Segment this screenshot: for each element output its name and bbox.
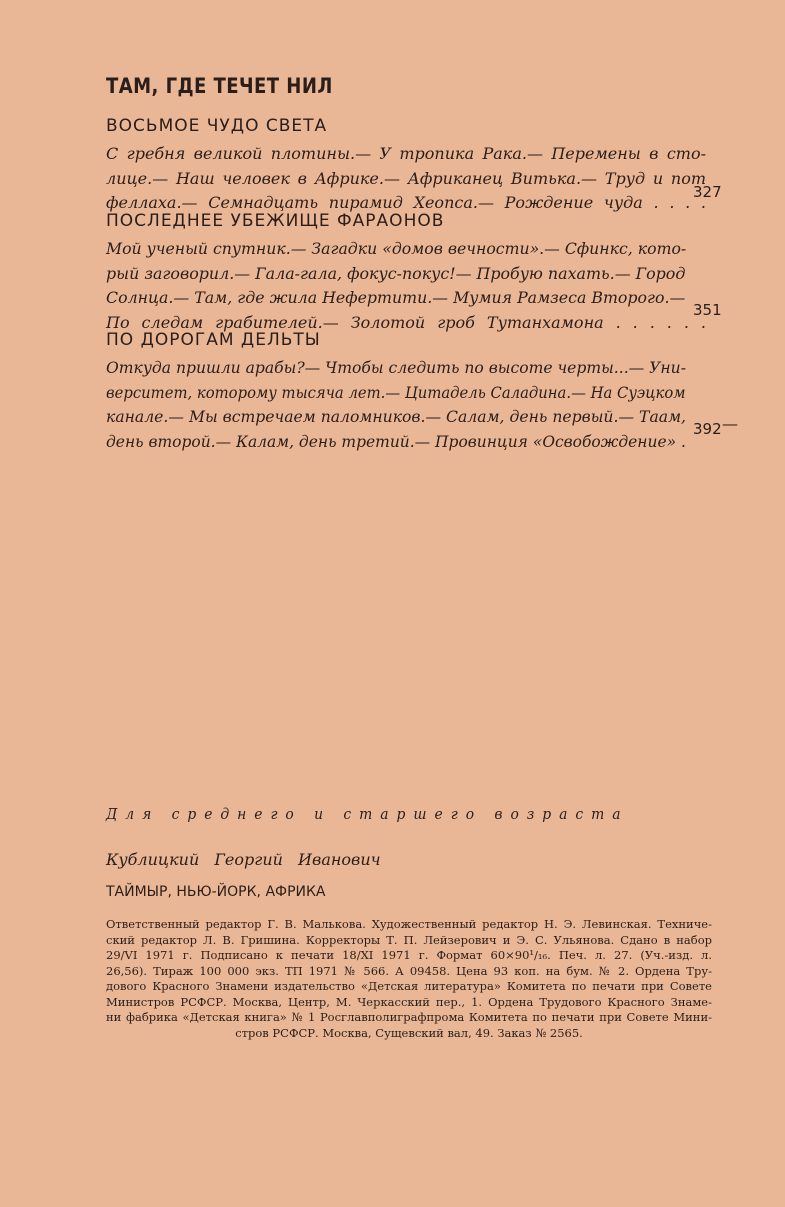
imprint-line: 29/VI 1971 г. Подписано к печати 18/XI 1971 г. Формат 60×90¹/₁₆. Печ. л. 27. (Уч.-изд. л. bbox=[106, 948, 712, 962]
book-title: ТАЙМЫР, НЬЮ-ЙОРК, АФРИКА bbox=[106, 884, 326, 900]
section-title: ПОСЛЕДНЕЕ УБЕЖИЩЕ ФАРАОНОВ bbox=[106, 211, 445, 231]
imprint-line: Ответственный редактор Г. В. Малькова. Художественный редактор Н. Э. Левинская. Техниче- bbox=[106, 917, 712, 931]
page-number: 392 bbox=[693, 420, 722, 438]
toc-line: рый заговорил.— Гала-гала, фокус-покус!— Пробую пахать.— Город bbox=[106, 263, 686, 283]
audience-note: Для среднего и старшего возраста bbox=[106, 805, 629, 823]
imprint-line: дового Красного Знамени издательство «Детская литература» Комитета по печати при Совете bbox=[106, 979, 712, 993]
toc-line: По следам грабителей.— Золотой гроб Тутанхамона . . . . . . bbox=[106, 312, 706, 332]
toc-line: верситет, которому тысяча лет.— Цитадель Саладина.— На Суэцком bbox=[106, 382, 686, 402]
section-title: ВОСЬМОЕ ЧУДО СВЕТА bbox=[106, 116, 328, 136]
page-number: 351 bbox=[693, 301, 722, 319]
imprint-block bbox=[106, 917, 712, 1041]
page-number-suffix: — bbox=[722, 414, 738, 433]
imprint-line: ский редактор Л. В. Гришина. Корректоры Т. П. Лейзерович и Э. С. Ульянова. Сдано в набор bbox=[106, 932, 712, 947]
imprint-line: Министров РСФСР. Москва, Центр, М. Черкасский пер., 1. Ордена Трудового Красного Знаме- bbox=[106, 994, 712, 1009]
imprint-line: 26,56). Тираж 100 000 экз. ТП 1971 № 566. А 09458. Цена 93 коп. на бум. № 2. Ордена Тру- bbox=[106, 963, 712, 978]
toc-line: лице.— Наш человек в Африке.— Африканец Витька.— Труд и пот bbox=[106, 168, 706, 188]
page-number: 327 bbox=[693, 183, 722, 201]
imprint-line: ни фабрика «Детская книга» № 1 Росглавполиграфпрома Комитета по печати при Совете Мини- bbox=[106, 1010, 712, 1024]
toc-line: Откуда пришли арабы?— Чтобы следить по высоте черты...— Уни- bbox=[106, 358, 686, 377]
author-name: Кублицкий Георгий Иванович bbox=[106, 850, 381, 869]
imprint-line: стров РСФСР. Москва, Сущевский вал, 49. Заказ № 2565. bbox=[235, 1025, 583, 1040]
toc-line: феллаха.— Семнадцать пирамид Хеопса.— Рождение чуда . . . . bbox=[106, 193, 706, 212]
toc-section-1 bbox=[106, 116, 722, 216]
part-title: ТАМ, ГДЕ ТЕЧЕТ НИЛ bbox=[106, 74, 333, 98]
toc-line: день второй.— Калам, день третий.— Провинция «Освобождение» . bbox=[106, 431, 686, 451]
toc-section-3 bbox=[106, 330, 722, 454]
toc-line: канале.— Мы встречаем паломников.— Салам, день первый.— Таам, bbox=[106, 407, 686, 426]
toc-line: Солнца.— Там, где жила Нефертити.— Мумия Рамзеса Второго.— bbox=[106, 288, 686, 307]
toc-section-2 bbox=[106, 211, 722, 335]
section-title: ПО ДОРОГАМ ДЕЛЬТЫ bbox=[106, 330, 321, 350]
toc-line: С гребня великой плотины.— У тропика Рака.— Перемены в сто- bbox=[106, 144, 706, 163]
toc-line: Мой ученый спутник.— Загадки «домов вечности».— Сфинкс, кото- bbox=[106, 239, 687, 258]
